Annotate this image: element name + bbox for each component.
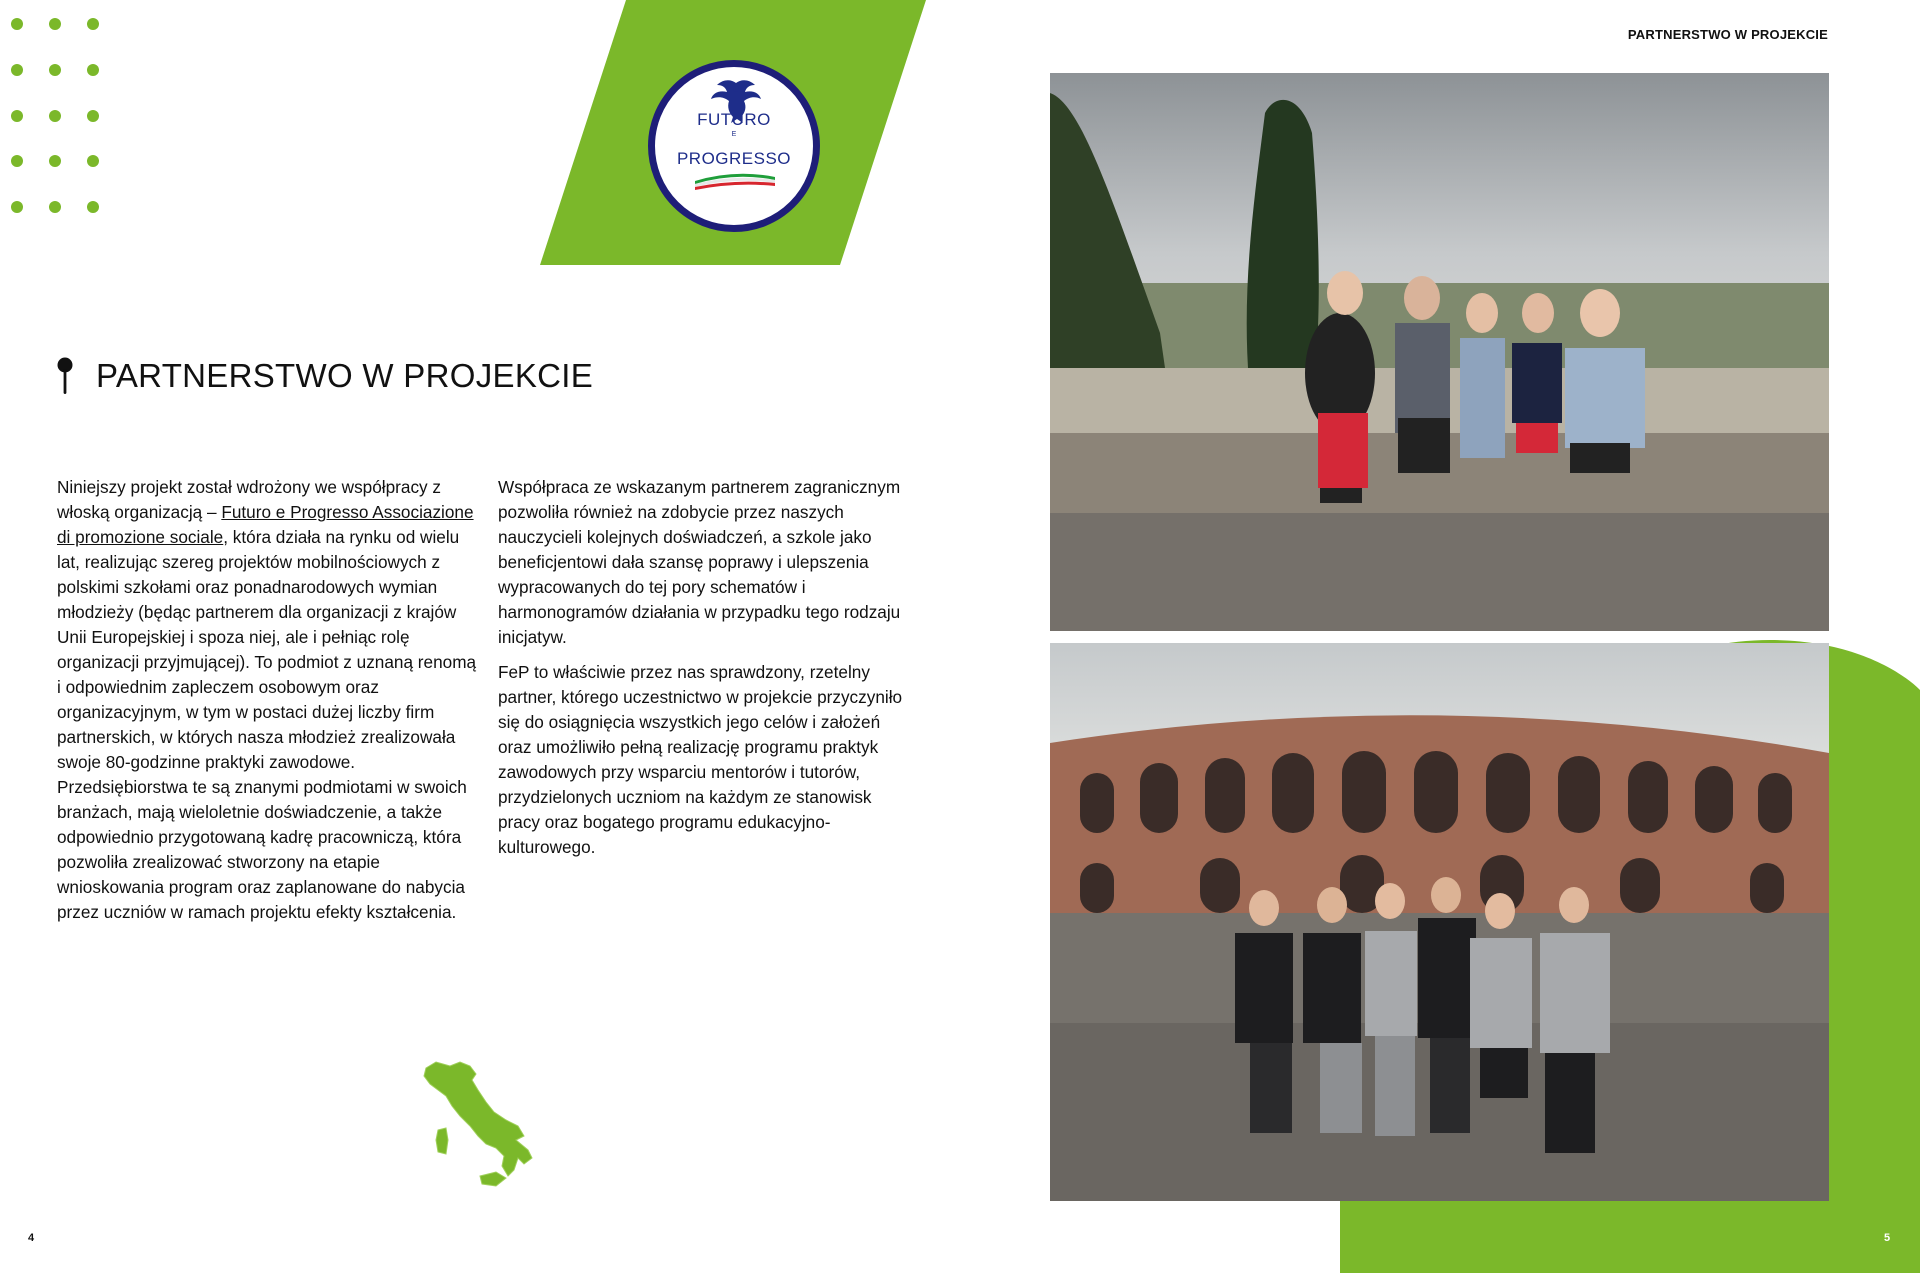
futuro-e-progresso-logo xyxy=(648,60,820,232)
logo-text-connector: E xyxy=(731,131,737,138)
italian-flag-swoosh xyxy=(693,171,777,191)
map-pin-icon xyxy=(56,357,74,395)
photo-students-arena xyxy=(1050,643,1829,1201)
body-column-left xyxy=(57,475,477,935)
photo-students-terrace xyxy=(1050,73,1829,631)
logo-text-progresso: PROGRESSO xyxy=(676,149,792,168)
italy-map-icon xyxy=(420,1060,538,1198)
body-column-right xyxy=(498,475,908,870)
fep-paragraph: FeP to właściwie przez nas sprawdzony, rzetelny partner, którego uczestnictwo w projekcie przyczyniło się do osiągnięcia wszystkich jego celów i założeń oraz umożliwiło pełną realizację programu praktyk zawodowych przy wsparciu mentorów i tutorów, przydzielonych uczniom na każdym ze stanowisk pracy oraz bogatego programu edukacyjno-kulturowego. xyxy=(498,662,903,857)
partnership-paragraph xyxy=(57,475,477,925)
page-title: PARTNERSTWO W PROJEKCIE xyxy=(96,357,594,394)
page-number-right: 5 xyxy=(1884,1232,1891,1244)
partner-organization-link[interactable]: Futuro e Progresso Associazione di promozione sociale xyxy=(57,502,474,547)
page-number-left: 4 xyxy=(28,1232,35,1244)
section-header-label: PARTNERSTWO W PROJEKCIE xyxy=(1627,27,1828,42)
paragraph-intro: Niniejszy projekt został wdrożony we współpracy z włoską organizacją – xyxy=(57,477,441,522)
logo-text-futuro: FUTURO xyxy=(697,110,771,129)
page-title-row xyxy=(56,357,593,395)
paragraph-rest: , która działa na rynku od wielu lat, realizując szereg projektów mobilnościowych z polskimi szkołami oraz ponadnarodowych wymian młodzieży (będąc partnerem dla organizacji z krajów Unii Europejskiej i spoza niej, ale i pełniąc rolę organizacji przyjmującej). To podmiot z uznaną renomą i odpowiednim zapleczem osobowym oraz organizacyjnym, w tym w postaci dużej liczby firm partnerskich, w których nasza młodzież zrealizowała swoje 80-godzinne praktyki zawodowe. Przedsiębiorstwa te są znanymi podmiotami w swoich branżach, mają wieloletnie doświadczenie, a także odpowiednio przygotowaną kadrę pracowniczą, która pozwoliła zrealizować stworzony na etapie wnioskowania program oraz zaplanowane do nabycia przez uczniów w ramach projektu efekty kształcenia. xyxy=(57,527,477,922)
cooperation-paragraph: Współpraca ze wskazanym partnerem zagranicznym pozwoliła również na zdobycie przez naszych nauczycieli kolejnych doświadczeń, a szkole jako beneficjentowi dała szansę poprawy i ulepszenia wypracowanych do tej pory schematów i harmonogramów działania w przypadku tego rodzaju inicjatyw. xyxy=(498,477,901,647)
